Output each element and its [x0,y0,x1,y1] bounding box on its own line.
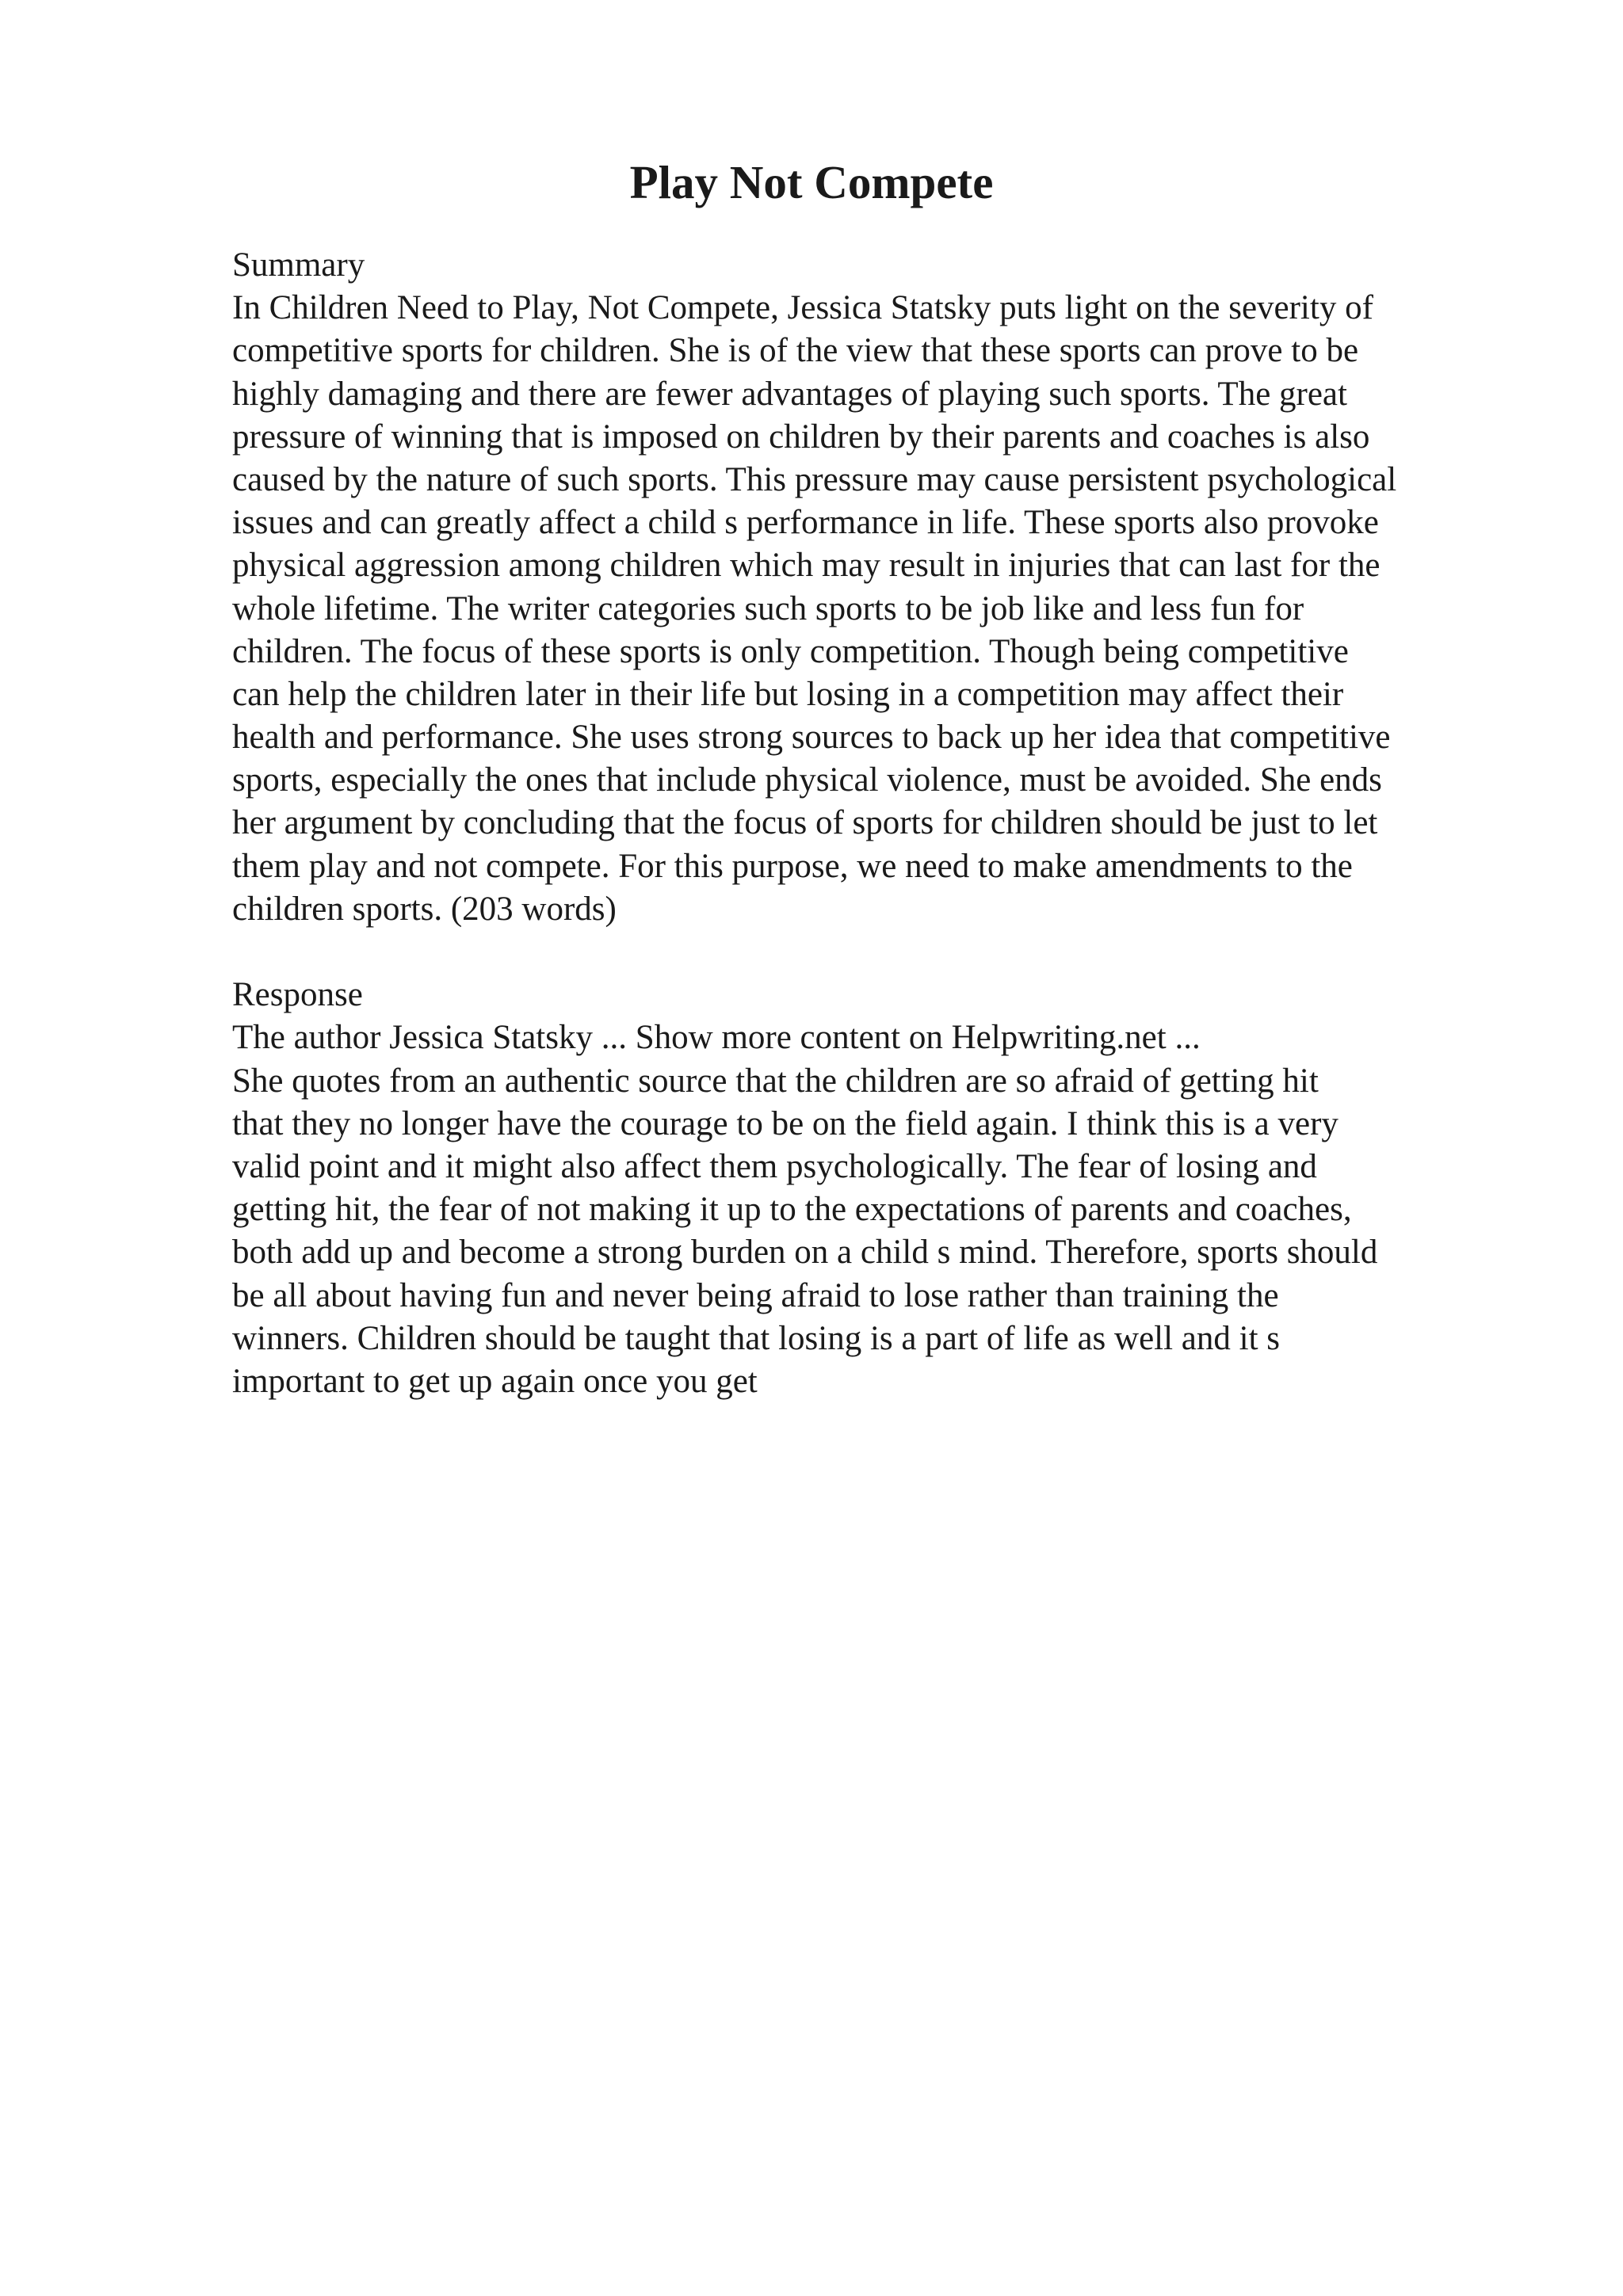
summary-line: pressure of winning that is imposed on children by their parents and coaches is also [232,418,1370,456]
summary-line: children sports. (203 words) [232,890,617,928]
response-line: valid point and it might also affect them psychologically. The fear of losing and [232,1147,1317,1185]
response-line: that they no longer have the courage to be on the field again. I think this is a very [232,1104,1338,1142]
response-line: important to get up again once you get [232,1362,758,1400]
page-title: Play Not Compete [629,156,994,208]
summary-line: can help the children later in their life but losing in a competition may affect their [232,675,1344,713]
summary-line: children. The focus of these sports is only competition. Though being competitive [232,632,1349,670]
summary-heading: Summary [232,246,365,284]
summary-line: them play and not compete. For this purpose, we need to make amendments to the [232,847,1353,885]
response-line: both add up and become a strong burden on a child s mind. Therefore, sports should [232,1234,1378,1272]
summary-line: sports, especially the ones that include physical violence, must be avoided. She ends [232,761,1382,799]
summary-line: health and performance. She uses strong sources to back up her idea that competitive [232,719,1391,757]
summary-line: whole lifetime. The writer categories such sports to be job like and less fun for [232,589,1304,627]
summary-line: her argument by concluding that the focus of sports for children should be just to let [232,804,1378,842]
paragraph-spacer [232,931,1516,974]
summary-line: In Children Need to Play, Not Compete, Jessica Statsky puts light on the severity of [232,289,1373,327]
response-line: be all about having fun and never being afraid to lose rather than training the [232,1276,1279,1314]
summary-line: issues and can greatly affect a child s performance in life. These sports also provoke [232,504,1379,542]
summary-line: competitive sports for children. She is of the view that these sports can prove to be [232,332,1359,370]
summary-paragraph [232,287,1516,931]
response-heading: Response [232,976,363,1014]
response-line: The author Jessica Statsky ... Show more content on Helpwriting.net ... [232,1019,1201,1057]
document-body [232,244,1516,1403]
response-line: getting hit, the fear of not making it up to the expectations of parents and coaches, [232,1191,1352,1229]
response-line: winners. Children should be taught that losing is a part of life as well and it s [232,1319,1281,1357]
summary-line: caused by the nature of such sports. This pressure may cause persistent psychological [232,460,1397,498]
response-paragraph [232,1016,1516,1403]
response-line: She quotes from an authentic source that the children are so afraid of getting hit [232,1062,1319,1100]
summary-line: highly damaging and there are fewer advantages of playing such sports. The great [232,375,1347,413]
summary-line: physical aggression among children which may result in injuries that can last for the [232,547,1381,585]
